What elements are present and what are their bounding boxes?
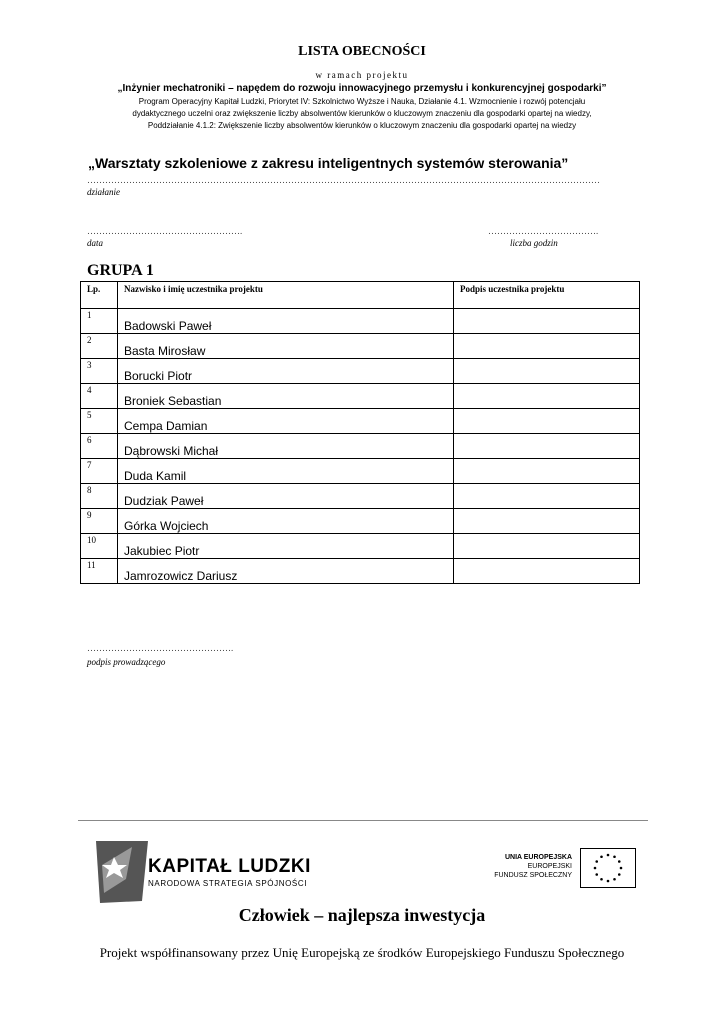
eu-star-icon	[613, 878, 616, 881]
participant-name: Badowski Paweł	[124, 319, 212, 333]
row-lp-cell	[81, 534, 118, 559]
header-signature: Podpis uczestnika projektu	[454, 282, 640, 309]
row-lp-cell	[81, 509, 118, 534]
project-name: „Inżynier mechatroniki – napędem do rozwoju innowacyjnego przemysłu i konkurencyjnej gospodarki”	[117, 83, 607, 94]
row-name-cell	[118, 434, 454, 459]
row-name-cell	[118, 384, 454, 409]
row-name-cell	[118, 309, 454, 334]
row-name-cell	[118, 534, 454, 559]
row-signature-cell[interactable]	[454, 509, 640, 534]
row-signature-cell[interactable]	[454, 384, 640, 409]
eu-flag-icon	[580, 848, 636, 888]
row-name-cell	[118, 409, 454, 434]
header-name: Nazwisko i imię uczestnika projektu	[118, 282, 454, 309]
row-lp-cell	[81, 309, 118, 334]
row-lp: 1	[87, 310, 92, 320]
eu-line: FUNDUSZ SPOŁECZNY	[494, 872, 572, 879]
eu-star-icon	[620, 867, 623, 870]
table-row	[81, 309, 640, 334]
program-description	[0, 96, 724, 133]
eu-line: EUROPEJSKI	[527, 863, 572, 870]
eu-line: UNIA EUROPEJSKA	[504, 854, 572, 861]
participant-name: Górka Wojciech	[124, 519, 209, 533]
header-lp: Lp.	[81, 282, 118, 309]
action-label: działanie	[87, 187, 120, 197]
cofinancing-note: Projekt współfinansowany przez Unię Europejską ze środków Europejskiego Funduszu Społecznego	[99, 945, 625, 960]
participant-name: Basta Mirosław	[124, 344, 206, 358]
row-signature-cell[interactable]	[454, 459, 640, 484]
row-lp: 5	[87, 410, 92, 420]
row-lp-cell	[81, 559, 118, 584]
row-lp: 4	[87, 385, 92, 395]
group-label: GRUPA 1	[87, 262, 154, 279]
row-name-cell	[118, 509, 454, 534]
document-subtitle: w ramach projektu	[315, 70, 409, 80]
participant-name: Cempa Damian	[124, 419, 208, 433]
eu-star-icon	[607, 880, 610, 883]
row-signature-cell[interactable]	[454, 559, 640, 584]
eu-star-icon	[600, 878, 603, 881]
workshop-title: „Warsztaty szkoleniowe z zakresu inteligentnych systemów sterowania”	[88, 155, 569, 171]
kapital-ludzki-title: KAPITAŁ LUDZKI	[148, 856, 311, 877]
participant-name: Dąbrowski Michał	[124, 444, 219, 458]
row-lp-cell	[81, 359, 118, 384]
table-row	[81, 459, 640, 484]
eu-star-icon	[613, 855, 616, 858]
hours-dotted-line: ……………………………….	[488, 226, 599, 236]
row-lp-cell	[81, 334, 118, 359]
row-signature-cell[interactable]	[454, 534, 640, 559]
eu-star-icon	[595, 860, 598, 863]
row-lp: 11	[87, 560, 96, 570]
table-header-row	[81, 282, 640, 309]
row-lp-cell	[81, 484, 118, 509]
date-label: data	[87, 238, 104, 248]
row-lp: 3	[87, 360, 92, 370]
program-line: Program Operacyjny Kapitał Ludzki, Priorytet IV: Szkolnictwo Wyższe i Nauka, Działanie 4.1. Wzmocnienie i rozwój potencjału	[138, 97, 586, 106]
table-row	[81, 484, 640, 509]
row-name-cell	[118, 559, 454, 584]
row-signature-cell[interactable]	[454, 409, 640, 434]
footer-divider	[78, 820, 648, 821]
eu-star-icon	[618, 873, 621, 876]
table-row	[81, 509, 640, 534]
row-signature-cell[interactable]	[454, 359, 640, 384]
row-lp-cell	[81, 384, 118, 409]
row-lp: 2	[87, 335, 92, 345]
instructor-signature-line: ………………………………………….	[87, 643, 234, 653]
table-row	[81, 384, 640, 409]
row-lp: 9	[87, 510, 92, 520]
participant-name: Jakubiec Piotr	[124, 544, 200, 558]
kapital-ludzki-logo-icon	[92, 835, 152, 907]
row-lp: 8	[87, 485, 92, 495]
action-dotted-line: ………………………………………………………………………………………………………………………………………………………	[87, 175, 600, 185]
row-lp-cell	[81, 434, 118, 459]
eu-star-icon	[607, 854, 610, 857]
row-lp-cell	[81, 459, 118, 484]
row-lp: 6	[87, 435, 92, 445]
document-title: LISTA OBECNOŚCI	[298, 44, 426, 59]
participant-name: Duda Kamil	[124, 469, 187, 483]
table-row	[81, 409, 640, 434]
eu-star-icon	[594, 867, 597, 870]
row-name-cell	[118, 459, 454, 484]
table-row	[81, 334, 640, 359]
participant-name: Borucki Piotr	[124, 369, 193, 383]
row-lp: 10	[87, 535, 96, 545]
table-row	[81, 534, 640, 559]
row-name-cell	[118, 334, 454, 359]
motto: Człowiek – najlepsza inwestycja	[238, 905, 486, 925]
eu-fund-text	[470, 853, 572, 880]
row-signature-cell[interactable]	[454, 434, 640, 459]
row-signature-cell[interactable]	[454, 334, 640, 359]
row-name-cell	[118, 359, 454, 384]
row-lp-cell	[81, 409, 118, 434]
row-signature-cell[interactable]	[454, 484, 640, 509]
instructor-signature-label: podpis prowadzącego	[87, 657, 166, 667]
eu-star-icon	[600, 855, 603, 858]
attendance-table	[80, 281, 640, 584]
date-dotted-line: …………………………………………….	[87, 226, 243, 236]
participant-name: Jamrozowicz Dariusz	[124, 569, 238, 583]
participant-name: Broniek Sebastian	[124, 394, 222, 408]
program-line: Poddziałanie 4.1.2: Zwiększenie liczby absolwentów kierunków o kluczowym znaczeniu dla gospodarki opartej na wiedzy	[147, 121, 577, 131]
program-line: dydaktycznego uczelni oraz zwiększenie liczby absolwentów kierunków o kluczowym znaczeniu dla gospodarki opartej na wiedzy,	[132, 109, 592, 119]
row-name-cell	[118, 484, 454, 509]
participant-name: Dudziak Paweł	[124, 494, 204, 508]
eu-star-icon	[618, 860, 621, 863]
eu-star-icon	[595, 873, 598, 876]
kapital-ludzki-subtitle: NARODOWA STRATEGIA SPÓJNOŚCI	[148, 879, 308, 888]
hours-label: liczba godzin	[510, 238, 558, 248]
table-row	[81, 434, 640, 459]
table-row	[81, 359, 640, 384]
row-lp: 7	[87, 460, 92, 470]
row-signature-cell[interactable]	[454, 309, 640, 334]
table-row	[81, 559, 640, 584]
